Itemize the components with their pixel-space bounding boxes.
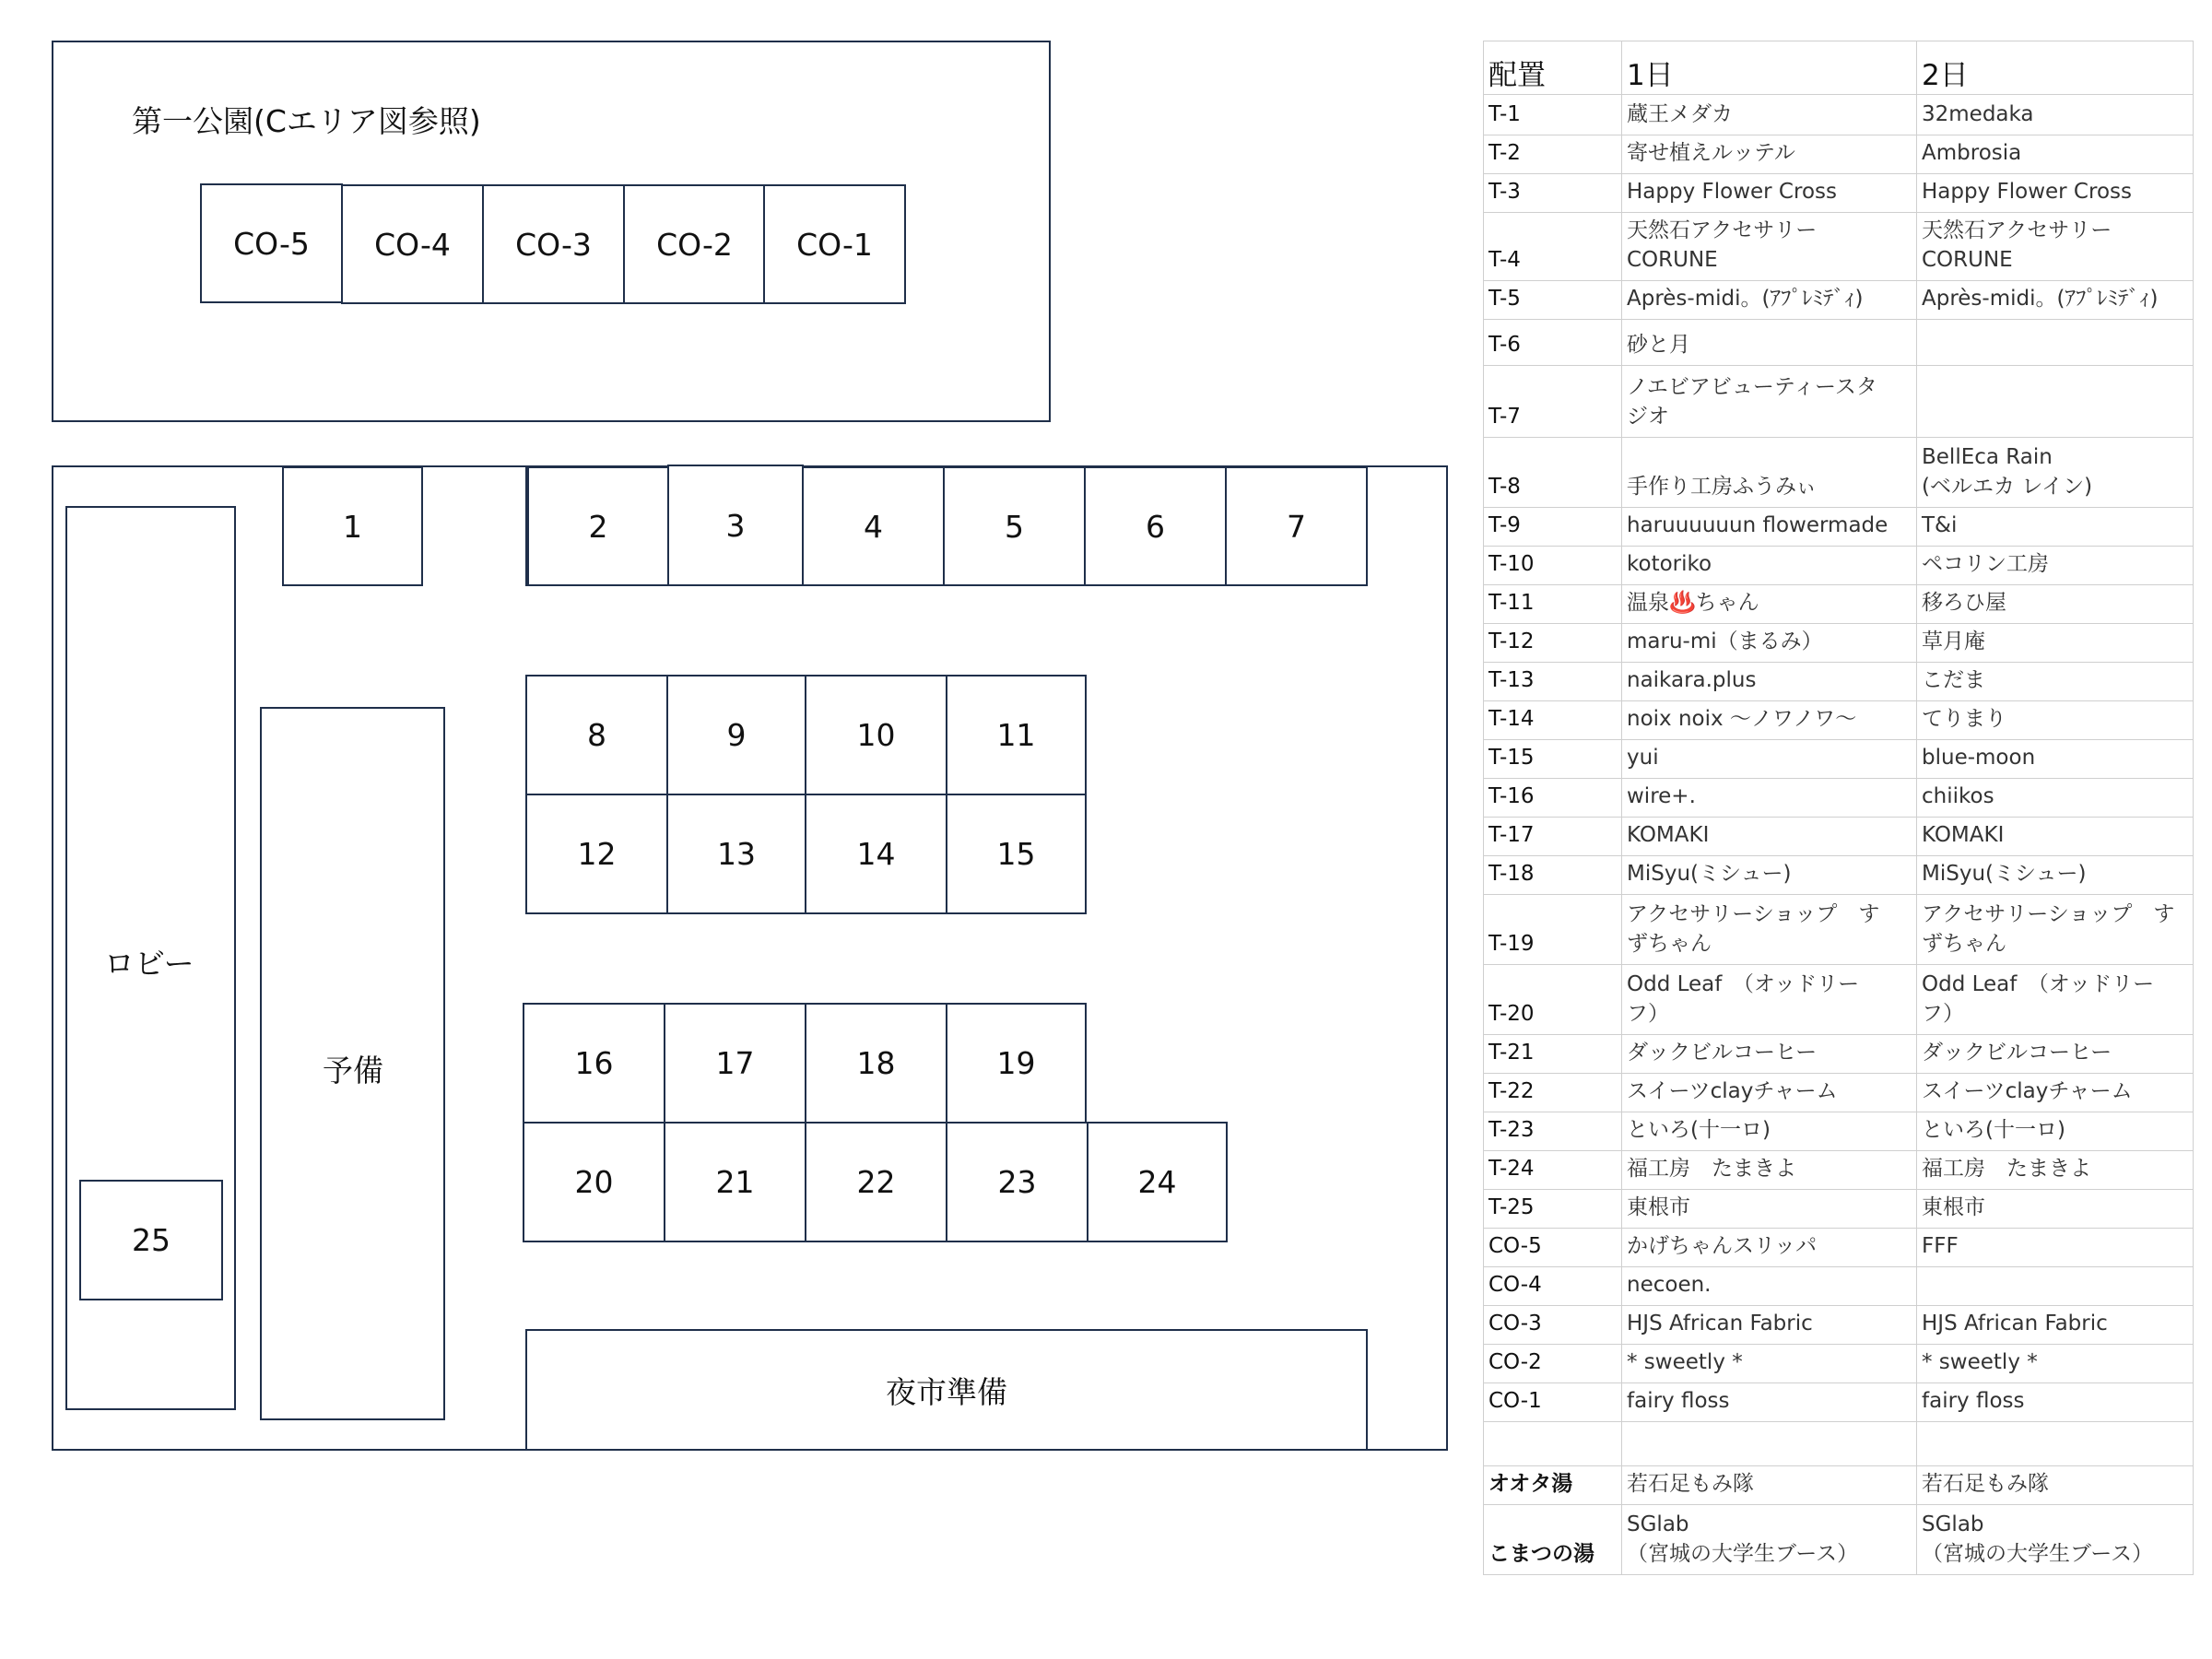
cell-day-1: 東根市 xyxy=(1622,1190,1917,1229)
cell-day-1: スイーツclayチャーム xyxy=(1622,1074,1917,1112)
cell-day-2: chiikos xyxy=(1917,779,2194,818)
cell-day-1: noix noix 〜ノワノワ〜 xyxy=(1622,701,1917,740)
header-day-1: 1日 xyxy=(1622,41,1917,95)
table-row xyxy=(1484,547,2194,585)
cell-placement: T-24 xyxy=(1484,1151,1622,1190)
table-row xyxy=(1484,135,2194,174)
cell-day-2: HJS African Fabric xyxy=(1917,1306,2194,1345)
table-header-row xyxy=(1484,41,2194,95)
cell-day-2: SGlab （宮城の大学生ブース） xyxy=(1917,1505,2194,1575)
cell-day-2: Après-midi。(ｱﾌﾟﾚﾐﾃﾞｨ) xyxy=(1917,281,2194,320)
booth-21[interactable]: 21 xyxy=(664,1122,806,1242)
cell-day-1: 手作り工房ふうみぃ xyxy=(1622,438,1917,508)
cell-day-1: 砂と月 xyxy=(1622,320,1917,366)
cell-placement: T-7 xyxy=(1484,366,1622,438)
park-booth-co-5[interactable]: CO-5 xyxy=(200,183,343,303)
cell-day-1: 若石足もみ隊 xyxy=(1622,1466,1917,1505)
cell-placement: T-23 xyxy=(1484,1112,1622,1151)
cell-placement: T-20 xyxy=(1484,965,1622,1035)
booth-24[interactable]: 24 xyxy=(1087,1122,1228,1242)
table-row xyxy=(1484,1151,2194,1190)
cell-day-1: 寄せ植えルッテル xyxy=(1622,135,1917,174)
park-booth-co-3[interactable]: CO-3 xyxy=(482,184,625,304)
cell-placement: T-2 xyxy=(1484,135,1622,174)
cell-day-2: FFF xyxy=(1917,1229,2194,1267)
cell-day-2: Ambrosia xyxy=(1917,135,2194,174)
table-row xyxy=(1484,1112,2194,1151)
booth-6[interactable]: 6 xyxy=(1084,466,1227,586)
night-market-area[interactable]: 夜市準備 xyxy=(525,1329,1368,1451)
cell-placement: T-3 xyxy=(1484,174,1622,213)
cell-placement: CO-1 xyxy=(1484,1383,1622,1422)
cell-day-2 xyxy=(1917,1422,2194,1466)
cell-day-2 xyxy=(1917,1267,2194,1306)
table-row xyxy=(1484,1422,2194,1466)
booth-10[interactable]: 10 xyxy=(805,675,947,795)
cell-placement: T-1 xyxy=(1484,95,1622,135)
booth-13[interactable]: 13 xyxy=(666,794,806,914)
table-row xyxy=(1484,779,2194,818)
cell-placement: T-19 xyxy=(1484,895,1622,965)
table-row xyxy=(1484,1306,2194,1345)
booth-8[interactable]: 8 xyxy=(525,675,668,795)
table-row xyxy=(1484,663,2194,701)
cell-day-1: ダックビルコーヒー xyxy=(1622,1035,1917,1074)
cell-placement: T-18 xyxy=(1484,856,1622,895)
booth-16[interactable]: 16 xyxy=(523,1003,665,1124)
cell-placement: T-4 xyxy=(1484,213,1622,281)
cell-day-2: 移ろひ屋 xyxy=(1917,585,2194,624)
table-row xyxy=(1484,508,2194,547)
cell-day-1 xyxy=(1622,1422,1917,1466)
cell-placement: T-15 xyxy=(1484,740,1622,779)
cell-day-1: KOMAKI xyxy=(1622,818,1917,856)
booth-12[interactable]: 12 xyxy=(525,794,668,914)
booth-17[interactable]: 17 xyxy=(664,1003,806,1124)
cell-day-2: 草月庵 xyxy=(1917,624,2194,663)
cell-placement: T-8 xyxy=(1484,438,1622,508)
booth-2[interactable]: 2 xyxy=(527,466,669,586)
cell-day-1: といろ(十一ロ) xyxy=(1622,1112,1917,1151)
table-row xyxy=(1484,701,2194,740)
cell-day-2 xyxy=(1917,366,2194,438)
booth-3[interactable]: 3 xyxy=(667,465,804,586)
cell-day-1: yui xyxy=(1622,740,1917,779)
cell-day-1: 福工房 たまきよ xyxy=(1622,1151,1917,1190)
reserve-label: 予備 xyxy=(323,1053,383,1088)
cell-day-1: Happy Flower Cross xyxy=(1622,174,1917,213)
cell-day-2: blue-moon xyxy=(1917,740,2194,779)
table-row xyxy=(1484,1505,2194,1575)
booth-19[interactable]: 19 xyxy=(946,1003,1087,1124)
table-row xyxy=(1484,740,2194,779)
cell-day-1: SGlab （宮城の大学生ブース） xyxy=(1622,1505,1917,1575)
cell-placement: T-11 xyxy=(1484,585,1622,624)
lobby-label: ロビー xyxy=(104,946,194,982)
cell-placement: オオタ湯 xyxy=(1484,1466,1622,1505)
table-row xyxy=(1484,320,2194,366)
cell-day-1: haruuuuuun flowermade xyxy=(1622,508,1917,547)
cell-placement: CO-5 xyxy=(1484,1229,1622,1267)
cell-day-2: 東根市 xyxy=(1917,1190,2194,1229)
table-row xyxy=(1484,95,2194,135)
cell-day-2: MiSyu(ミシュー) xyxy=(1917,856,2194,895)
cell-day-1: MiSyu(ミシュー) xyxy=(1622,856,1917,895)
cell-day-2: スイーツclayチャーム xyxy=(1917,1074,2194,1112)
table-row xyxy=(1484,366,2194,438)
cell-day-1: * sweetly * xyxy=(1622,1345,1917,1383)
cell-placement: T-12 xyxy=(1484,624,1622,663)
header-placement: 配置 xyxy=(1484,41,1622,95)
table-row xyxy=(1484,1267,2194,1306)
cell-day-2: Happy Flower Cross xyxy=(1917,174,2194,213)
cell-day-1: HJS African Fabric xyxy=(1622,1306,1917,1345)
table-row xyxy=(1484,624,2194,663)
booth-9[interactable]: 9 xyxy=(666,675,806,795)
cell-placement: CO-4 xyxy=(1484,1267,1622,1306)
booth-assignment-table xyxy=(1483,41,2194,1575)
cell-day-2: といろ(十一ロ) xyxy=(1917,1112,2194,1151)
cell-placement: T-10 xyxy=(1484,547,1622,585)
table-row xyxy=(1484,965,2194,1035)
cell-placement: T-14 xyxy=(1484,701,1622,740)
booth-11[interactable]: 11 xyxy=(946,675,1087,795)
table-row xyxy=(1484,1466,2194,1505)
booth-20[interactable]: 20 xyxy=(523,1122,665,1242)
cell-day-2: 若石足もみ隊 xyxy=(1917,1466,2194,1505)
cell-day-2: ペコリン工房 xyxy=(1917,547,2194,585)
cell-day-1: 天然石アクセサリー CORUNE xyxy=(1622,213,1917,281)
cell-day-1: アクセサリーショップ す ずちゃん xyxy=(1622,895,1917,965)
cell-placement: T-21 xyxy=(1484,1035,1622,1074)
table-row xyxy=(1484,174,2194,213)
cell-day-1: necoen. xyxy=(1622,1267,1917,1306)
cell-placement: こまつの湯 xyxy=(1484,1505,1622,1575)
park-booth-co-4[interactable]: CO-4 xyxy=(341,184,484,304)
cell-day-2 xyxy=(1917,320,2194,366)
booth-4[interactable]: 4 xyxy=(802,466,945,586)
cell-placement: CO-3 xyxy=(1484,1306,1622,1345)
park-booth-co-1[interactable]: CO-1 xyxy=(763,184,906,304)
cell-day-1: Odd Leaf （オッドリー フ） xyxy=(1622,965,1917,1035)
cell-day-2: fairy floss xyxy=(1917,1383,2194,1422)
cell-placement: T-5 xyxy=(1484,281,1622,320)
cell-day-1: 温泉♨️ちゃん xyxy=(1622,585,1917,624)
cell-day-2: 福工房 たまきよ xyxy=(1917,1151,2194,1190)
table-row xyxy=(1484,438,2194,508)
cell-placement: T-16 xyxy=(1484,779,1622,818)
cell-day-2: こだま xyxy=(1917,663,2194,701)
park-area-title: 第一公園(Cエリア図参照) xyxy=(132,103,481,139)
cell-day-2: 天然石アクセサリー CORUNE xyxy=(1917,213,2194,281)
cell-day-1: Après-midi。(ｱﾌﾟﾚﾐﾃﾞｨ) xyxy=(1622,281,1917,320)
cell-day-1: ノエビアビューティースタ ジオ xyxy=(1622,366,1917,438)
table-row xyxy=(1484,1035,2194,1074)
cell-placement: T-17 xyxy=(1484,818,1622,856)
cell-placement: CO-2 xyxy=(1484,1345,1622,1383)
table-row xyxy=(1484,1074,2194,1112)
table-row xyxy=(1484,1345,2194,1383)
cell-placement: T-25 xyxy=(1484,1190,1622,1229)
booth-25[interactable]: 25 xyxy=(79,1180,223,1300)
table-row xyxy=(1484,895,2194,965)
cell-day-1: かげちゃんスリッパ xyxy=(1622,1229,1917,1267)
cell-day-2: アクセサリーショップ す ずちゃん xyxy=(1917,895,2194,965)
booth-15[interactable]: 15 xyxy=(946,794,1087,914)
table-row xyxy=(1484,1383,2194,1422)
cell-day-2: ダックビルコーヒー xyxy=(1917,1035,2194,1074)
booth-22[interactable]: 22 xyxy=(805,1122,947,1242)
booth-18[interactable]: 18 xyxy=(805,1003,947,1124)
table-row xyxy=(1484,1190,2194,1229)
table-row xyxy=(1484,818,2194,856)
table-row xyxy=(1484,281,2194,320)
cell-day-1: fairy floss xyxy=(1622,1383,1917,1422)
cell-placement: T-13 xyxy=(1484,663,1622,701)
cell-day-2: T&i xyxy=(1917,508,2194,547)
booth-1[interactable]: 1 xyxy=(282,466,423,586)
cell-day-2: KOMAKI xyxy=(1917,818,2194,856)
cell-placement: T-22 xyxy=(1484,1074,1622,1112)
table-row xyxy=(1484,856,2194,895)
park-booth-co-2[interactable]: CO-2 xyxy=(623,184,766,304)
cell-day-2: てりまり xyxy=(1917,701,2194,740)
booth-23[interactable]: 23 xyxy=(946,1122,1088,1242)
booth-7[interactable]: 7 xyxy=(1225,466,1368,586)
booth-14[interactable]: 14 xyxy=(805,794,947,914)
header-day-2: 2日 xyxy=(1917,41,2194,95)
cell-day-2: BellEca Rain (ベルエカ レイン) xyxy=(1917,438,2194,508)
cell-day-1: naikara.plus xyxy=(1622,663,1917,701)
cell-day-1: wire+. xyxy=(1622,779,1917,818)
table-row xyxy=(1484,585,2194,624)
cell-placement: T-9 xyxy=(1484,508,1622,547)
cell-day-1: kotoriko xyxy=(1622,547,1917,585)
table-row xyxy=(1484,1229,2194,1267)
booth-5[interactable]: 5 xyxy=(943,466,1086,586)
cell-day-1: 蔵王メダカ xyxy=(1622,95,1917,135)
cell-day-2: * sweetly * xyxy=(1917,1345,2194,1383)
cell-day-1: maru-mi（まるみ） xyxy=(1622,624,1917,663)
cell-placement: T-6 xyxy=(1484,320,1622,366)
cell-day-2: Odd Leaf （オッドリー フ） xyxy=(1917,965,2194,1035)
cell-day-2: 32medaka xyxy=(1917,95,2194,135)
table-row xyxy=(1484,213,2194,281)
cell-placement xyxy=(1484,1422,1622,1466)
